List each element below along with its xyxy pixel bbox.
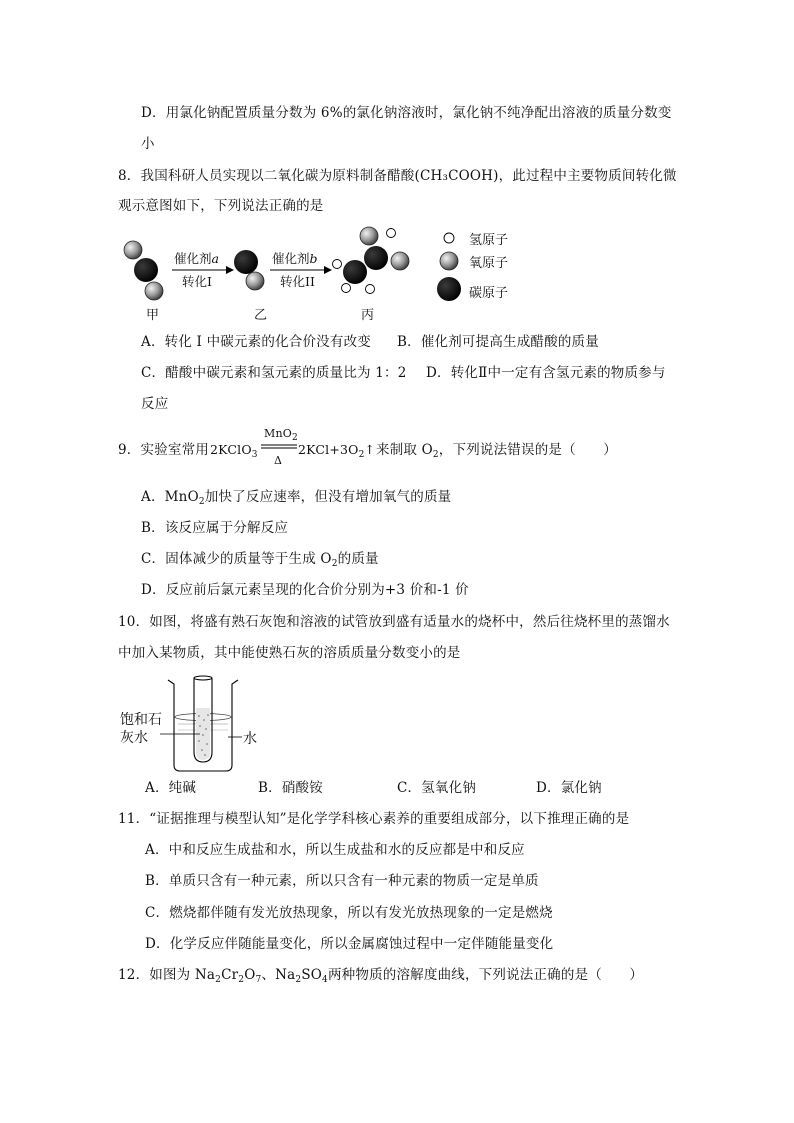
q8-option-d-line2: 反应 <box>141 396 169 412</box>
q9-option-a-post: 加快了反应速率，但没有增加氧气的质量 <box>204 489 452 505</box>
bing-hydrogen-atom-1 <box>387 229 396 238</box>
q9-eq-right-sub: 2 <box>358 450 365 460</box>
yi-oxygen-atom <box>246 272 264 290</box>
jia-oxygen-atom-2 <box>145 282 163 300</box>
label-saturated-limewater-2: 灰水 <box>120 730 148 746</box>
label-jia: 甲 <box>146 308 160 323</box>
q9-option-c-sub: 2 <box>331 559 338 569</box>
arrow1-head <box>226 266 234 274</box>
q12-sub-5: 4 <box>322 975 328 985</box>
q12-mid-1: Cr <box>221 967 239 983</box>
q9-eq-left-text: 2KClO <box>210 442 252 457</box>
q12-stem-post: 两种物质的溶解度曲线，下列说法正确的是（ ） <box>327 967 644 983</box>
q9-option-a <box>141 488 451 511</box>
bing-carbon-atom-2 <box>343 260 367 284</box>
q8-option-d-line1: D．转化Ⅱ中一定有含氢元素的物质参与 <box>426 365 666 381</box>
bing-hydrogen-atom-3 <box>342 284 351 293</box>
arrow1-top-text: 催化剂 <box>174 251 212 266</box>
q9-eq-arrow: ↑ <box>364 442 376 457</box>
legend-carbon-label: 碳原子 <box>469 286 509 301</box>
q11-option-c: C．燃烧都伴随有发光放热现象，所以有发光放热现象的一定是燃烧 <box>145 905 553 921</box>
legend-oxygen-icon <box>440 252 458 270</box>
q9-eq-over-text: MnO <box>264 427 292 440</box>
arrow1-top-label <box>174 249 219 267</box>
test-tube-outline <box>194 678 212 762</box>
q12-sub-3: 7 <box>255 975 262 985</box>
q12-sub-4: 2 <box>295 975 302 985</box>
q12-stem <box>118 966 643 989</box>
q12-sub-2: 2 <box>238 975 245 985</box>
jia-carbon-atom <box>134 258 158 282</box>
q8-stem-line2: 观示意图如下，下列说法正确的是 <box>118 198 324 214</box>
q10-stem-line1: 10．如图，将盛有熟石灰饱和溶液的试管放到盛有适量水的烧杯中，然后往烧杯里的蒸馏水 <box>118 614 670 630</box>
q9-option-a-sub: 2 <box>198 497 205 507</box>
jia-oxygen-atom-1 <box>124 241 142 259</box>
q7-option-d-line1: D．用氯化钠配置质量分数为 6%的氯化钠溶液时，氯化钠不纯净配出溶液的质量分数变 <box>141 105 672 121</box>
arrow2-top-text: 催化剂 <box>272 251 310 266</box>
q9-stem-mid-sub: 2 <box>432 450 439 460</box>
beaker-outline <box>168 680 238 771</box>
water-surface <box>175 714 231 721</box>
arrow2-top-italic: b <box>309 251 318 266</box>
arrow1-top-italic: a <box>211 251 219 266</box>
arrow2-top-label <box>272 249 318 267</box>
q9-option-c-pre: C．固体减少的质量等于生成 O <box>141 551 332 567</box>
q9-stem-prefix: 9．实验室常用 <box>118 442 209 458</box>
q12-mid-3: 、Na <box>261 967 296 983</box>
q9-stem-rest <box>376 441 617 464</box>
q8-option-a: A．转化 I 中碳元素的化合价没有改变 <box>141 334 371 350</box>
q10-option-c: C．氢氧化钠 <box>397 780 477 796</box>
q9-eq-heat: Δ <box>274 454 283 467</box>
label-yi: 乙 <box>254 308 268 323</box>
arrow2-head <box>324 266 332 274</box>
q9-option-b: B．该反应属于分解反应 <box>141 520 289 536</box>
label-saturated-limewater-1: 饱和石 <box>120 712 162 728</box>
bing-oxygen-atom-2 <box>391 252 409 270</box>
q10-option-a: A．纯碱 <box>145 780 197 796</box>
q9-eq-left <box>210 441 258 464</box>
legend-carbon-icon <box>437 277 461 301</box>
q8-stem-line1: 8．我国科研人员实现以二氧化碳为原料制备醋酸(CH₃COOH)，此过程中主要物质间转化微 <box>118 168 677 184</box>
q9-eq-right-text: 2KCl+3O <box>298 442 359 457</box>
q8-option-c: C．醋酸中碳元素和氢元素的质量比为 1：2 <box>141 365 407 381</box>
q9-eq-right <box>298 441 375 464</box>
q9-option-d: D．反应前后氯元素呈现的化合价分别为+3 价和-1 价 <box>141 582 469 598</box>
legend-hydrogen-icon <box>444 233 454 243</box>
q11-option-b: B．单质只含有一种元素，所以只含有一种元素的物质一定是单质 <box>145 873 539 889</box>
q12-sub-1: 2 <box>215 975 222 985</box>
q10-stem-line2: 中加入某物质，其中能使熟石灰的溶质质量分数变小的是 <box>118 645 461 661</box>
yi-carbon-atom <box>234 250 258 274</box>
q12-stem-pre: 12．如图为 Na <box>118 967 216 983</box>
q12-mid-2: O <box>244 967 256 983</box>
bing-hydrogen-atom-2 <box>333 260 342 269</box>
q9-stem-mid: 来制取 O <box>376 442 433 458</box>
q11-option-d: D．化学反应伴随能量变化，所以金属腐蚀过程中一定伴随能量变化 <box>145 936 554 952</box>
q9-option-a-pre: A．MnO <box>141 489 199 505</box>
arrow1-bottom-label: 转化I <box>182 274 212 289</box>
q9-eq-left-sub: 3 <box>251 450 258 460</box>
q9-eq-catalyst <box>264 425 298 447</box>
bing-carbon-atom-1 <box>364 246 388 270</box>
bing-hydrogen-atom-4 <box>366 285 375 294</box>
q9-option-c <box>141 550 379 573</box>
tube-solution <box>196 708 210 760</box>
q10-option-d: D．氯化钠 <box>536 780 602 796</box>
q7-option-d-line2: 小 <box>141 136 155 152</box>
test-tube-rim <box>194 676 212 680</box>
q9-eq-over-sub: 2 <box>291 433 298 443</box>
q10-option-b: B．硝酸铵 <box>258 780 323 796</box>
label-bing: 丙 <box>361 308 375 323</box>
q12-mid-4: SO <box>301 967 323 983</box>
solution-particles <box>198 714 209 756</box>
q9-stem-suffix: ，下列说法错误的是（ ） <box>438 442 617 458</box>
legend-oxygen-label: 氧原子 <box>469 256 509 271</box>
q11-stem: 11．“证据推理与模型认知”是化学学科核心素养的重要组成部分，以下推理正确的是 <box>118 811 630 827</box>
label-water: 水 <box>243 731 257 747</box>
legend-hydrogen-label: 氢原子 <box>469 233 509 248</box>
q11-option-a: A．中和反应生成盐和水，所以生成盐和水的反应都是中和反应 <box>145 842 525 858</box>
arrow2-bottom-label: 转化II <box>280 274 315 289</box>
q9-option-c-post: 的质量 <box>337 551 379 567</box>
q8-option-b: B．催化剂可提高生成醋酸的质量 <box>397 334 599 350</box>
bing-oxygen-atom-1 <box>360 227 378 245</box>
